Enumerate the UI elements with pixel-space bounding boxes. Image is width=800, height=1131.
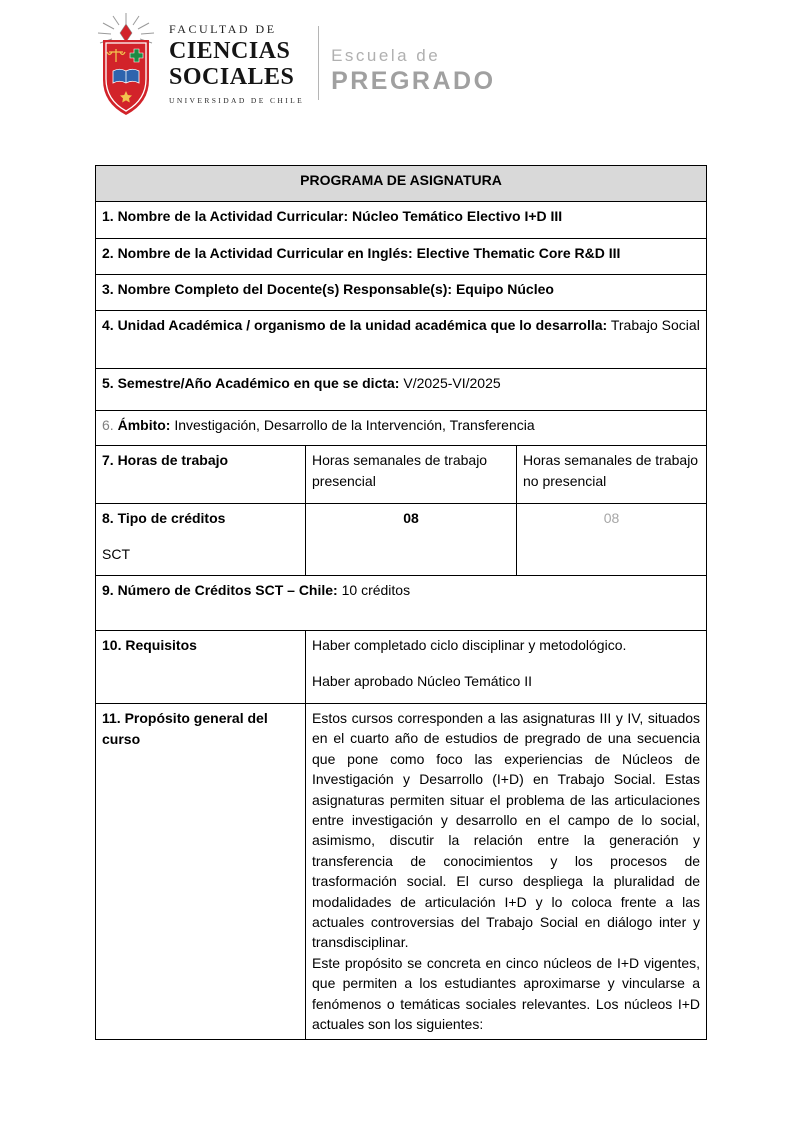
row-ambito-number: 6. <box>102 417 114 433</box>
row-sct-credits <box>96 576 707 631</box>
row-credit-type-cell <box>96 504 306 576</box>
row-proposito-content-cell <box>306 704 707 1040</box>
row-work-hours-no-presencial-cell <box>517 446 707 504</box>
row-academic-unit-label: 4. Unidad Académica / organismo de la unidad académica que lo desarrolla: <box>102 317 608 333</box>
syllabus-table <box>95 165 707 1040</box>
row-ambito <box>96 411 707 446</box>
row-credit-hours-no-presencial-cell <box>517 504 707 576</box>
school-line-2: PREGRADO <box>331 67 496 95</box>
credit-hours-no-presencial-value: 08 <box>603 510 620 526</box>
row-proposito-label-cell <box>96 704 306 1040</box>
school-line-1: Escuela de <box>331 46 441 65</box>
letterhead-divider <box>318 26 319 100</box>
row-ambito-label: Ámbito: <box>113 417 171 433</box>
document-title: PROGRAMA DE ASIGNATURA <box>96 166 707 202</box>
row-responsible-teacher-text: 3. Nombre Completo del Docente(s) Responsable(s): Equipo Núcleo <box>102 281 554 297</box>
requisito-line-2: Haber aprobado Núcleo Temático II <box>312 673 532 689</box>
row-semester-label: 5. Semestre/Año Académico en que se dicta: <box>102 375 400 391</box>
university-crest-icon <box>93 12 159 120</box>
row-activity-name <box>96 202 707 239</box>
row-credit-type-sct: SCT <box>102 546 130 562</box>
row-requisitos-label-cell <box>96 631 306 704</box>
row-credit-hours-presencial-cell <box>306 504 517 576</box>
row-activity-name-english-text: 2. Nombre de la Actividad Curricular en Inglés: Elective Thematic Core R&D III <box>102 245 621 261</box>
row-proposito-label: 11. Propósito general del curso <box>102 710 268 747</box>
row-academic-unit <box>96 311 707 369</box>
university-name: UNIVERSIDAD DE CHILE <box>169 95 305 105</box>
faculty-line-2: CIENCIAS <box>169 38 291 64</box>
row-requisitos-label: 10. Requisitos <box>102 637 197 653</box>
row-responsible-teacher <box>96 275 707 311</box>
proposito-paragraph-1: Estos cursos corresponden a las asignaturas III y IV, situados en el cuarto año de estudios de pregrado de una secuencia que pone como foco las experiencias de Núcleos de Investigación y Desarrollo (I+D) en Trabajo Social. Estas asignaturas permiten situar el problema de las articulaciones entre investigación y desarrollo en el campo de lo social, asimismo, discutir la relación entre la generación y transferencia de conocimientos y los procesos de trasformación social. El curso despliega la pluralidad de modalidades de articulación I+D y lo coloca frente a las actuales controversias del Trabajo Social en diálogo inter y transdisciplinar. <box>312 710 701 951</box>
row-academic-unit-value: Trabajo Social <box>607 317 700 333</box>
row-sct-credits-value: 10 créditos <box>337 582 411 598</box>
row-semester <box>96 369 707 411</box>
row-requisitos-content-cell <box>306 631 707 704</box>
row-ambito-value: Investigación, Desarrollo de la Intervención, Transferencia <box>170 417 535 433</box>
row-work-hours-label: 7. Horas de trabajo <box>102 452 229 468</box>
school-wordmark <box>331 46 495 96</box>
faculty-wordmark <box>169 22 304 105</box>
row-activity-name-english <box>96 239 707 275</box>
faculty-line-1: FACULTAD DE <box>169 22 277 36</box>
row-activity-name-text: 1. Nombre de la Actividad Curricular: Núcleo Temático Electivo I+D III <box>102 208 563 224</box>
row-work-hours-label-cell <box>96 446 306 504</box>
credit-hours-presencial-value: 08 <box>403 510 419 526</box>
row-sct-credits-label: 9. Número de Créditos SCT – Chile: <box>102 582 338 598</box>
letterhead <box>93 12 496 120</box>
row-work-hours-presencial-cell <box>306 446 517 504</box>
proposito-paragraph-2: Este propósito se concreta en cinco núcleos de I+D vigentes, que permiten a los estudiantes aproximarse y vincularse a fenómenos o temáticas sociales relevantes. Los núcleos I+D actuales son los siguientes: <box>312 954 701 1033</box>
row-credit-type-label: 8. Tipo de créditos <box>102 510 226 526</box>
row-semester-value: V/2025-VI/2025 <box>399 375 501 391</box>
row-work-hours-presencial: Horas semanales de trabajo presencial <box>312 452 488 489</box>
row-work-hours-no-presencial: Horas semanales de trabajo no presencial <box>523 452 699 489</box>
faculty-line-3: SOCIALES <box>169 64 295 91</box>
requisito-line-1: Haber completado ciclo disciplinar y metodológico. <box>312 637 627 653</box>
